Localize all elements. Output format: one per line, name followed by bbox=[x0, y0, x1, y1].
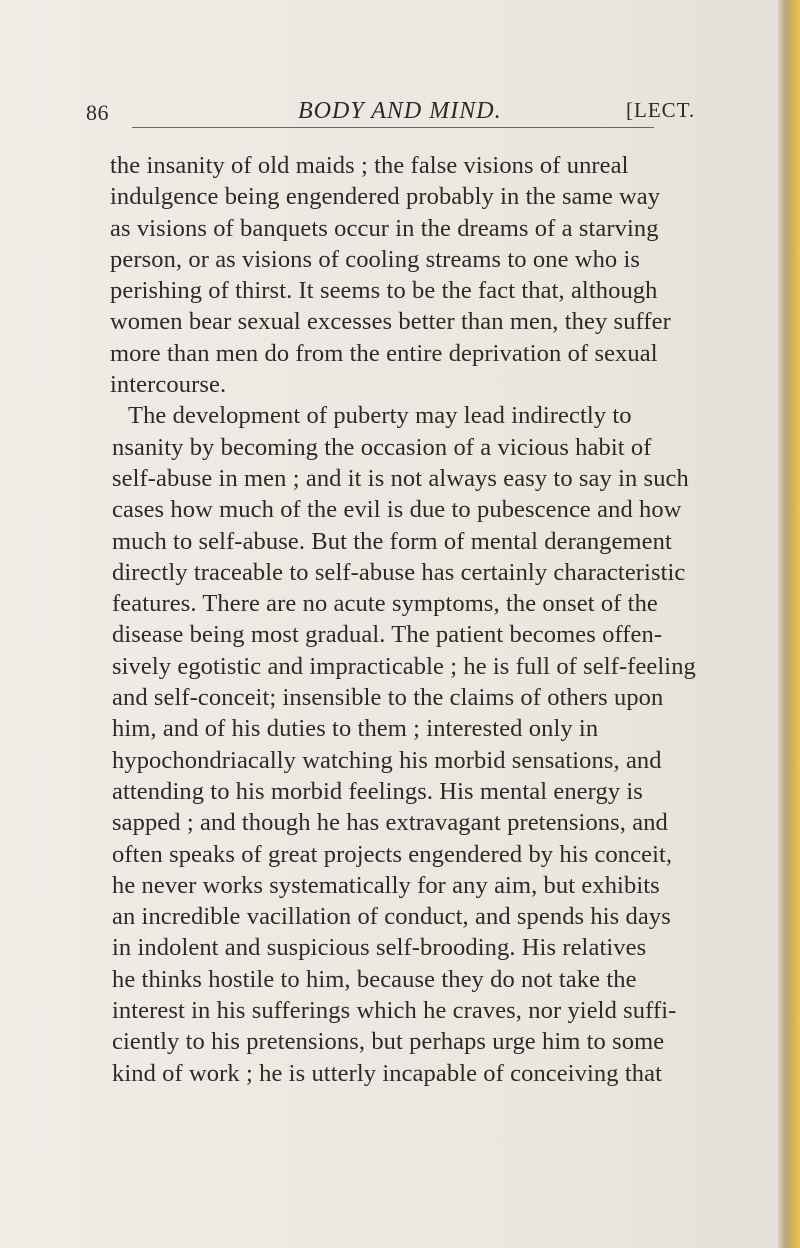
page-number: 86 bbox=[86, 100, 109, 125]
text-line: features. There are no acute symptoms, the onset of the bbox=[112, 590, 658, 618]
text-line: he never works systematically for any aim, but exhibits bbox=[112, 871, 660, 899]
text-line: directly traceable to self-abuse has certainly characteristic bbox=[112, 558, 686, 586]
text-line: the insanity of old maids ; the false visions of unreal bbox=[110, 152, 629, 179]
text-line: The development of puberty may lead indirectly to bbox=[128, 402, 632, 430]
text-line: disease being most gradual. The patient becomes offen- bbox=[112, 621, 663, 649]
section-mark: [LECT. bbox=[626, 98, 696, 122]
text-line: person, or as visions of cooling streams to one who is bbox=[110, 245, 641, 273]
text-line: nsanity by becoming the occasion of a vicious habit of bbox=[112, 433, 652, 461]
header-rule bbox=[132, 127, 654, 128]
page-header bbox=[86, 94, 696, 134]
text-line: indulgence being engendered probably in the same way bbox=[110, 183, 661, 211]
text-line: intercourse. bbox=[110, 371, 227, 399]
text-line: he thinks hostile to him, because they do not take the bbox=[112, 965, 637, 993]
text-line: attending to his morbid feelings. His mental energy is bbox=[112, 777, 643, 805]
text-line: perishing of thirst. It seems to be the fact that, although bbox=[110, 277, 658, 305]
text-line: cases how much of the evil is due to pubescence and how bbox=[112, 496, 682, 524]
text-line: interest in his sufferings which he craves, nor yield suffi- bbox=[112, 997, 677, 1025]
text-line: women bear sexual excesses better than men, they suffer bbox=[110, 308, 671, 336]
text-line: more than men do from the entire deprivation of sexual bbox=[110, 339, 658, 367]
body-text bbox=[110, 150, 710, 1089]
text-line: self-abuse in men ; and it is not always easy to say in such bbox=[112, 464, 689, 492]
text-line: ciently to his pretensions, but perhaps urge him to some bbox=[112, 1028, 665, 1056]
page-edge bbox=[778, 0, 800, 1248]
text-line: an incredible vacillation of conduct, and spends his days bbox=[112, 903, 671, 931]
running-title: BODY AND MIND. bbox=[298, 98, 502, 124]
text-line: much to self-abuse. But the form of mental derangement bbox=[112, 527, 672, 555]
text-line: and self-conceit; insensible to the claims of others upon bbox=[112, 684, 664, 712]
text-line: kind of work ; he is utterly incapable of conceiving that bbox=[112, 1059, 662, 1087]
text-line: as visions of banquets occur in the dreams of a starving bbox=[110, 214, 659, 242]
text-line: in indolent and suspicious self-brooding. His relatives bbox=[112, 934, 647, 962]
text-line: sapped ; and though he has extravagant pretensions, and bbox=[112, 809, 668, 837]
text-line: hypochondriacally watching his morbid sensations, and bbox=[112, 746, 662, 774]
text-line: sively egotistic and impracticable ; he is full of self-feeling bbox=[112, 652, 696, 680]
text-line: often speaks of great projects engendered by his conceit, bbox=[112, 840, 673, 868]
text-line: him, and of his duties to them ; interested only in bbox=[112, 715, 599, 743]
